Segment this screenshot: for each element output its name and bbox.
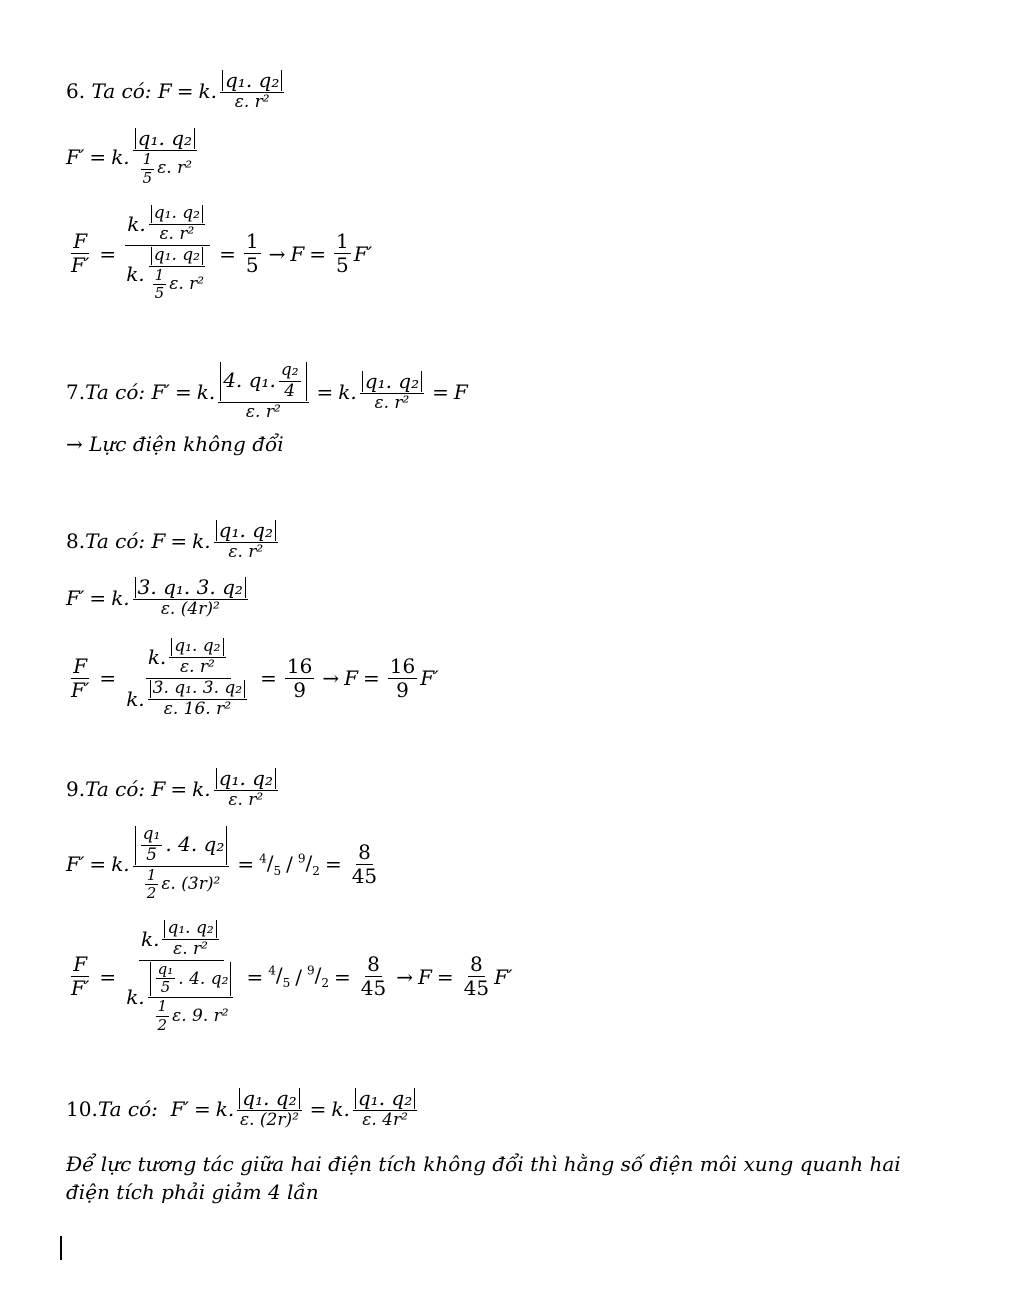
p6-fraction: $\frac{\text{q₁. q₂}}{\text{ε. r²}}$	[220, 70, 284, 112]
p10-line-1: 10. Ta có: F′ = k. $\frac{\text{q₁. q₂}}{\text{ε. (2r)²}}$ = k. $\frac{\text{q₁. q₂}}{\text{ε. 4r²}}$	[66, 1088, 420, 1130]
p6-line-2: F′ = k. q₁. q₂ $\frac{1}{5}$ ε. r²	[66, 128, 200, 187]
p9-line-3: $\frac{F}{F'}$ = k. $\frac{\text{q₁. q₂}}{\text{ε. r²}}$ k. $\frac{\text{q₁}}{5}$ . 4. q₂ $\frac{1}{2}$ ε. 9. r² = $^4/_5$ / $^9/_2$ = $\frac{8}{45}$ → F = $\frac{8}{45}$ F′	[71, 918, 513, 1034]
p10-text-line-1: Để lực tương tác giữa hai điện tích không đổi thì hằng số điện môi xung quanh hai	[66, 1152, 901, 1176]
p6-line-1: 6. Ta có: F = k. $\frac{\text{q₁. q₂}}{\text{ε. r²}}$	[66, 70, 287, 112]
p8-line-1: 8. Ta có: F = k. $\frac{\text{q₁. q₂}}{\text{ε. r²}}$	[66, 520, 281, 562]
p7-line-1: 7. Ta có: F′ = k. 4. q₁. $\frac{\text{q₂}}{4}$ ε. r² = k. $\frac{\text{q₁. q₂}}{\text{ε. r²}}$ = F	[66, 360, 468, 422]
p8-line-3: $\frac{F}{F'}$ = k. $\frac{\text{q₁. q₂}}{\text{ε. r²}}$ k. $\frac{\text{3. q₁. 3. q₂}}{\text{ε. 16. r²}}$ = $\frac{16}{9}$ → F = $\frac{16}{9}$ F′	[71, 636, 439, 719]
p8-line-2: F′ = k. $\frac{\text{3. q₁. 3. q₂}}{\text{ε. (4r)²}}$	[66, 577, 251, 619]
p9-line-2: F′ = k. $\frac{\text{q₁}}{5}$ . 4. q₂ $\frac{1}{2}$ ε. (3r)² = $^4/_5$ / $^9/_2$ = $\frac{8}{45}$	[66, 824, 378, 903]
p7-conclusion: → Lực điện không đổi	[66, 432, 284, 456]
p6-line-3: $\frac{F}{F'}$ = k. $\frac{\text{q₁. q₂}}{\text{ε. r²}}$ k. q₁. q₂ $\frac{1}{5}$ ε. r² = $\frac{1}{5}$ → F = $\frac{1}{5}$ F′	[71, 203, 373, 303]
text-cursor	[60, 1236, 62, 1260]
p10-text-line-2: điện tích phải giảm 4 lần	[66, 1180, 319, 1204]
p9-line-1: 9. Ta có: F = k. $\frac{\text{q₁. q₂}}{\text{ε. r²}}$	[66, 768, 281, 810]
